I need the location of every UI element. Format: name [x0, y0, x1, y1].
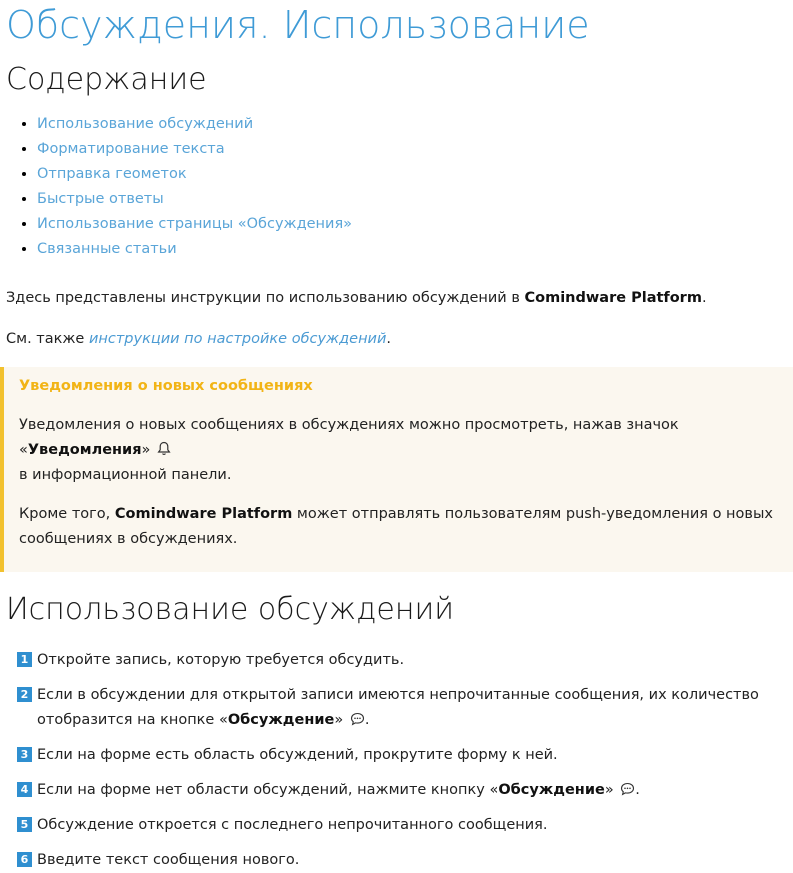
- step-number-badge: 3: [17, 747, 32, 762]
- toc-item[interactable]: [37, 187, 793, 212]
- steps-list: [6, 648, 793, 873]
- see-also-paragraph: См. также инструкции по настройке обсуждений.: [6, 331, 392, 347]
- callout-paragraph-1: Уведомления о новых сообщениях в обсуждениях можно просмотреть, нажав значок «Уведомления» в информационной панели.: [19, 417, 679, 483]
- toc-item[interactable]: [37, 212, 793, 237]
- chat-bubble-icon: [620, 782, 635, 796]
- callout-paragraph-2: Кроме того, Comindware Platform может отправлять пользователям push-уведомления о новых сообщениях в обсуждениях.: [19, 506, 773, 547]
- toc-link[interactable]: Связанные статьи: [37, 241, 177, 257]
- toc-item[interactable]: [37, 237, 793, 262]
- step-item: 3 Если на форме есть область обсуждений, прокрутите форму к ней.: [6, 743, 793, 768]
- step-item: 2 Если в обсуждении для открытой записи имеются непрочитанные сообщения, их количество отобразится на кнопке «Обсуждение» .: [6, 683, 793, 733]
- step-number-badge: 5: [17, 817, 32, 832]
- page-title: Обсуждения. Использование: [6, 3, 590, 47]
- chat-bubble-icon: [350, 712, 365, 726]
- toc-item[interactable]: [37, 162, 793, 187]
- settings-instructions-link[interactable]: инструкции по настройке обсуждений: [88, 331, 387, 347]
- step-item: 5 Обсуждение откроется с последнего непрочитанного сообщения.: [6, 813, 793, 838]
- toc-link[interactable]: Быстрые ответы: [37, 191, 164, 207]
- step-item: 6 Введите текст сообщения нового.: [6, 848, 793, 873]
- toc-link[interactable]: Использование обсуждений: [37, 116, 254, 132]
- step-number-badge: 4: [17, 782, 32, 797]
- section-heading: Использование обсуждений: [6, 592, 454, 627]
- toc-link[interactable]: Отправка геометок: [37, 166, 187, 182]
- step-number-badge: 6: [17, 852, 32, 867]
- step-item: 1 Откройте запись, которую требуется обсудить.: [6, 648, 793, 673]
- bell-icon: [157, 441, 171, 456]
- toc-heading: Содержание: [6, 62, 207, 97]
- intro-paragraph: Здесь представлены инструкции по использованию обсуждений в Comindware Platform.: [6, 290, 707, 306]
- callout-title: Уведомления о новых сообщениях: [19, 378, 313, 394]
- toc-item[interactable]: [37, 112, 793, 137]
- toc-item[interactable]: [37, 137, 793, 162]
- toc-link[interactable]: Использование страницы «Обсуждения»: [37, 216, 353, 232]
- step-number-badge: 2: [17, 687, 32, 702]
- toc-link[interactable]: Форматирование текста: [37, 141, 225, 157]
- notification-callout: [0, 367, 793, 572]
- step-item: 4 Если на форме нет области обсуждений, нажмите кнопку «Обсуждение» .: [6, 778, 793, 803]
- toc-list: [6, 112, 793, 262]
- product-name: Comindware Platform: [524, 290, 702, 306]
- step-number-badge: 1: [17, 652, 32, 667]
